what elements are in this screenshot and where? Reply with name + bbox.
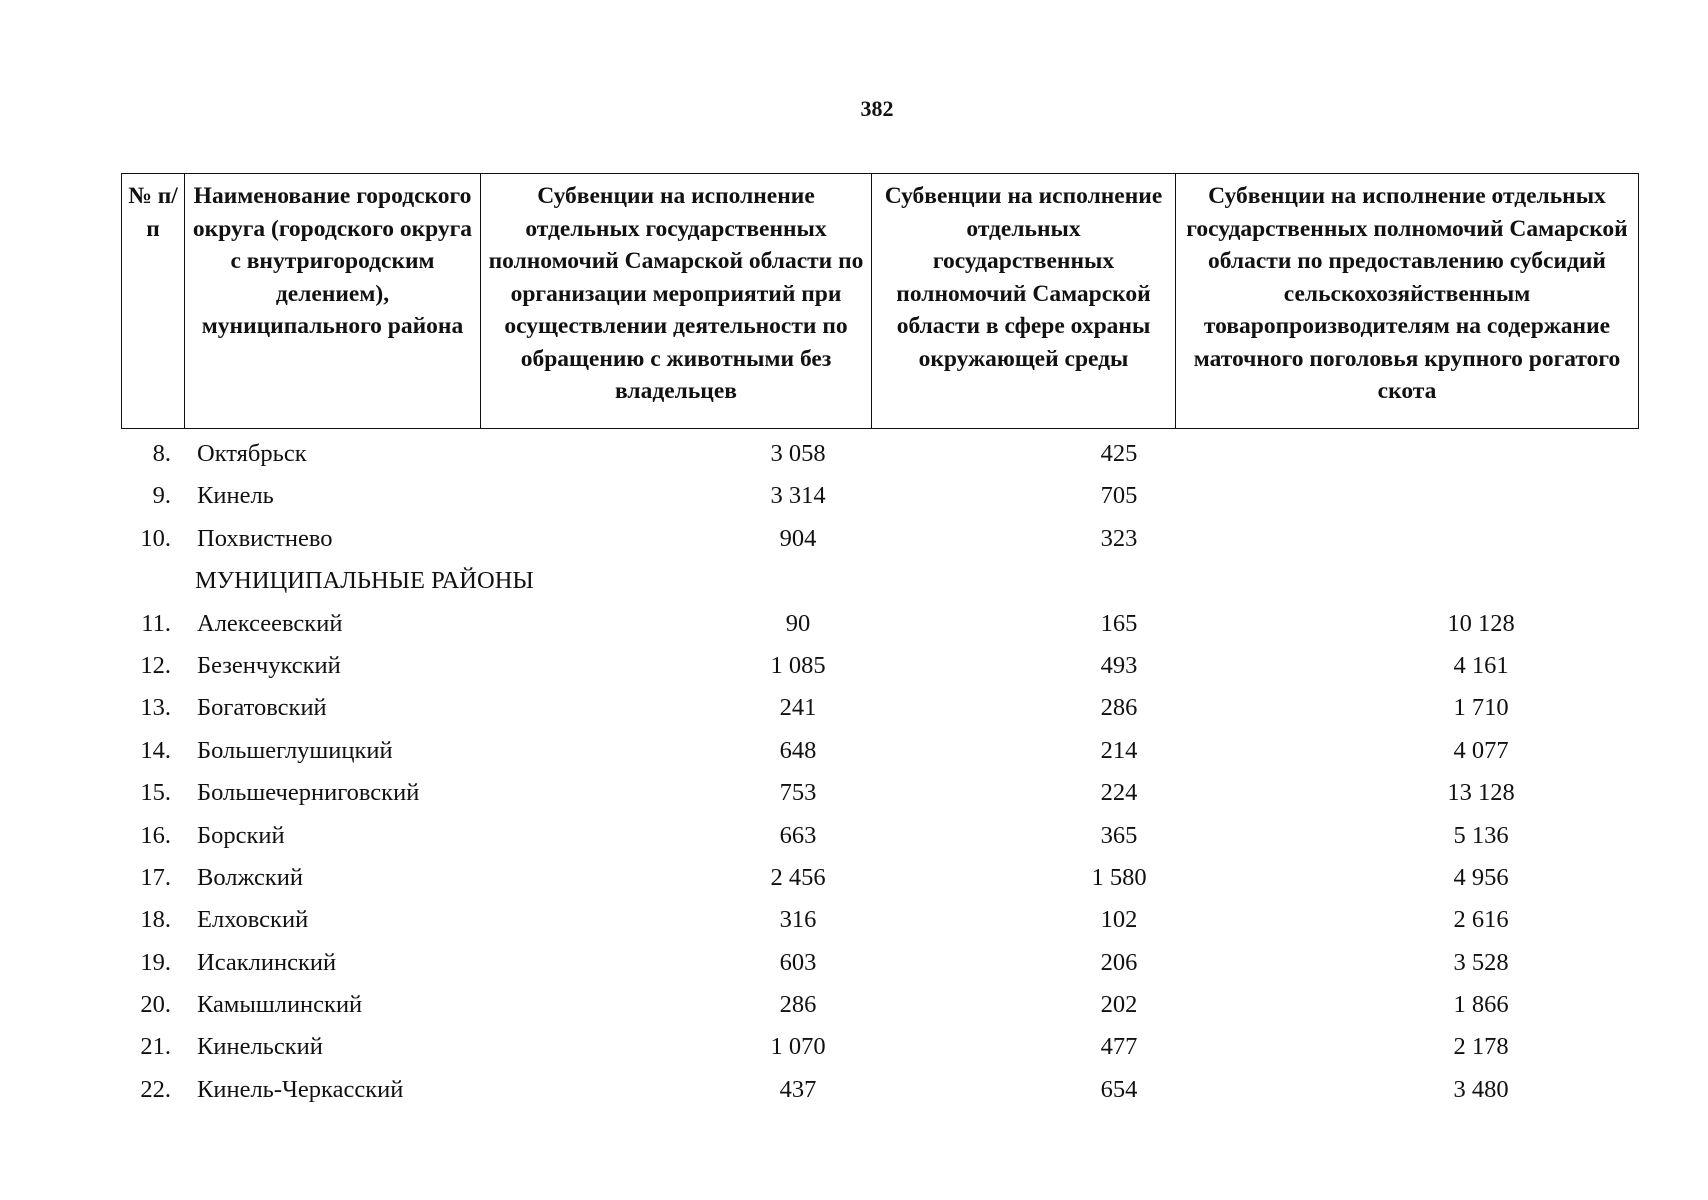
row-value-environment: 102 [1100, 906, 1138, 934]
row-number: 22. [140, 1075, 171, 1103]
row-value-animals: 603 [779, 948, 817, 976]
table-row [121, 478, 1638, 520]
row-number: 11. [141, 609, 171, 637]
row-value-environment: 165 [1100, 609, 1138, 637]
header-cattle-subvention: Субвенции на исполнение отдельных государственных полномочий Самарской области по предоставлению субсидий сельскохозяйственным товаропроизводителям на содержание маточного поголовья крупного рогатого скота [1176, 174, 1639, 429]
row-value-environment: 705 [1100, 482, 1138, 510]
row-value-environment: 323 [1100, 524, 1138, 552]
page-number: 382 [860, 96, 894, 121]
row-value-cattle: 4 077 [1453, 736, 1509, 764]
table-row [121, 945, 1638, 987]
row-value-cattle: 1 710 [1453, 694, 1509, 722]
row-value-cattle: 2 616 [1453, 906, 1509, 934]
header-environment-subvention: Субвенции на исполнение отдельных государственных полномочий Самарской области в сфере охраны окружающей среды [872, 174, 1176, 429]
row-name: Безенчукский [197, 651, 341, 679]
table-row [121, 902, 1638, 944]
row-value-environment: 202 [1100, 991, 1138, 1019]
row-number: 19. [140, 948, 171, 976]
row-name: Кинельский [197, 1033, 323, 1061]
row-value-environment: 425 [1100, 440, 1138, 467]
row-value-environment: 1 580 [1091, 863, 1147, 891]
table-row [121, 436, 1638, 478]
row-value-cattle: 3 480 [1453, 1075, 1509, 1103]
table-body [121, 436, 1638, 1114]
row-value-animals: 1 070 [770, 1033, 826, 1061]
row-value-animals: 316 [779, 906, 817, 934]
table-row [121, 648, 1638, 690]
row-name: Камышлинский [197, 991, 363, 1019]
row-value-environment: 214 [1100, 736, 1138, 764]
row-number: 20. [140, 991, 171, 1019]
table-row [121, 860, 1638, 902]
row-value-environment: 286 [1100, 694, 1138, 722]
row-value-animals: 904 [779, 524, 817, 552]
row-value-animals: 648 [779, 736, 817, 764]
row-name: Елховский [197, 906, 309, 934]
table-row [121, 987, 1638, 1029]
row-number: 15. [140, 779, 171, 807]
row-value-cattle: 3 528 [1453, 948, 1509, 976]
row-value-animals: 437 [779, 1075, 817, 1103]
row-name: Большеглушицкий [197, 736, 393, 764]
section-row [121, 563, 1638, 605]
row-value-animals: 753 [779, 779, 817, 807]
row-value-animals: 3 058 [770, 440, 826, 467]
row-value-environment: 654 [1100, 1075, 1138, 1103]
row-number: 12. [140, 651, 171, 679]
row-number: 16. [140, 821, 171, 849]
table-row [121, 1072, 1638, 1114]
row-name: Октябрьск [197, 440, 307, 467]
row-number: 14. [140, 736, 171, 764]
row-number: 21. [140, 1033, 171, 1061]
row-number: 17. [140, 863, 171, 891]
table-row [121, 775, 1638, 817]
row-number: 10. [140, 524, 171, 552]
header-number: № п/п [122, 174, 185, 429]
header-animals-subvention: Субвенции на исполнение отдельных государственных полномочий Самарской области по организации мероприятий при осуществлении деятельности по обращению с животными без владельцев [481, 174, 872, 429]
row-value-animals: 3 314 [770, 482, 826, 510]
row-value-cattle: 4 161 [1453, 651, 1509, 679]
row-value-environment: 477 [1100, 1033, 1138, 1061]
row-value-environment: 365 [1100, 821, 1138, 849]
row-value-environment: 224 [1100, 779, 1138, 807]
table-header [121, 173, 1639, 429]
table-row [121, 606, 1638, 648]
row-number: 9. [152, 482, 171, 510]
row-value-animals: 241 [779, 694, 817, 722]
row-value-cattle: 13 128 [1447, 779, 1515, 807]
row-name: Исаклинский [197, 948, 337, 976]
row-number: 13. [140, 694, 171, 722]
row-name: Богатовский [197, 694, 327, 722]
row-value-cattle: 5 136 [1453, 821, 1509, 849]
table-row [121, 521, 1638, 563]
row-value-animals: 2 456 [770, 863, 826, 891]
row-name: Кинель-Черкасский [197, 1075, 404, 1103]
row-value-animals: 286 [779, 991, 817, 1019]
header-name: Наименование городского округа (городского округа с внутригородским делением), муниципального района [185, 174, 481, 429]
row-value-animals: 1 085 [770, 651, 826, 679]
row-name: Алексеевский [197, 609, 343, 637]
table-row [121, 733, 1638, 775]
row-value-animals: 663 [779, 821, 817, 849]
row-name: Похвистнево [197, 524, 333, 552]
row-number: 8. [152, 440, 171, 467]
row-number: 18. [140, 906, 171, 934]
table-row [121, 818, 1638, 860]
row-value-environment: 493 [1100, 651, 1138, 679]
row-name: Большечерниговский [197, 779, 420, 807]
row-value-environment: 206 [1100, 948, 1138, 976]
table-row [121, 690, 1638, 732]
row-name: Волжский [197, 863, 303, 891]
table-row [121, 1029, 1638, 1071]
section-title: МУНИЦИПАЛЬНЫЕ РАЙОНЫ [195, 567, 534, 595]
row-value-cattle: 1 866 [1453, 991, 1509, 1019]
row-value-cattle: 10 128 [1447, 609, 1515, 637]
row-name: Кинель [197, 482, 274, 510]
row-value-cattle: 4 956 [1453, 863, 1509, 891]
row-name: Борский [197, 821, 285, 849]
row-value-cattle: 2 178 [1453, 1033, 1509, 1061]
row-value-animals: 90 [785, 609, 811, 637]
